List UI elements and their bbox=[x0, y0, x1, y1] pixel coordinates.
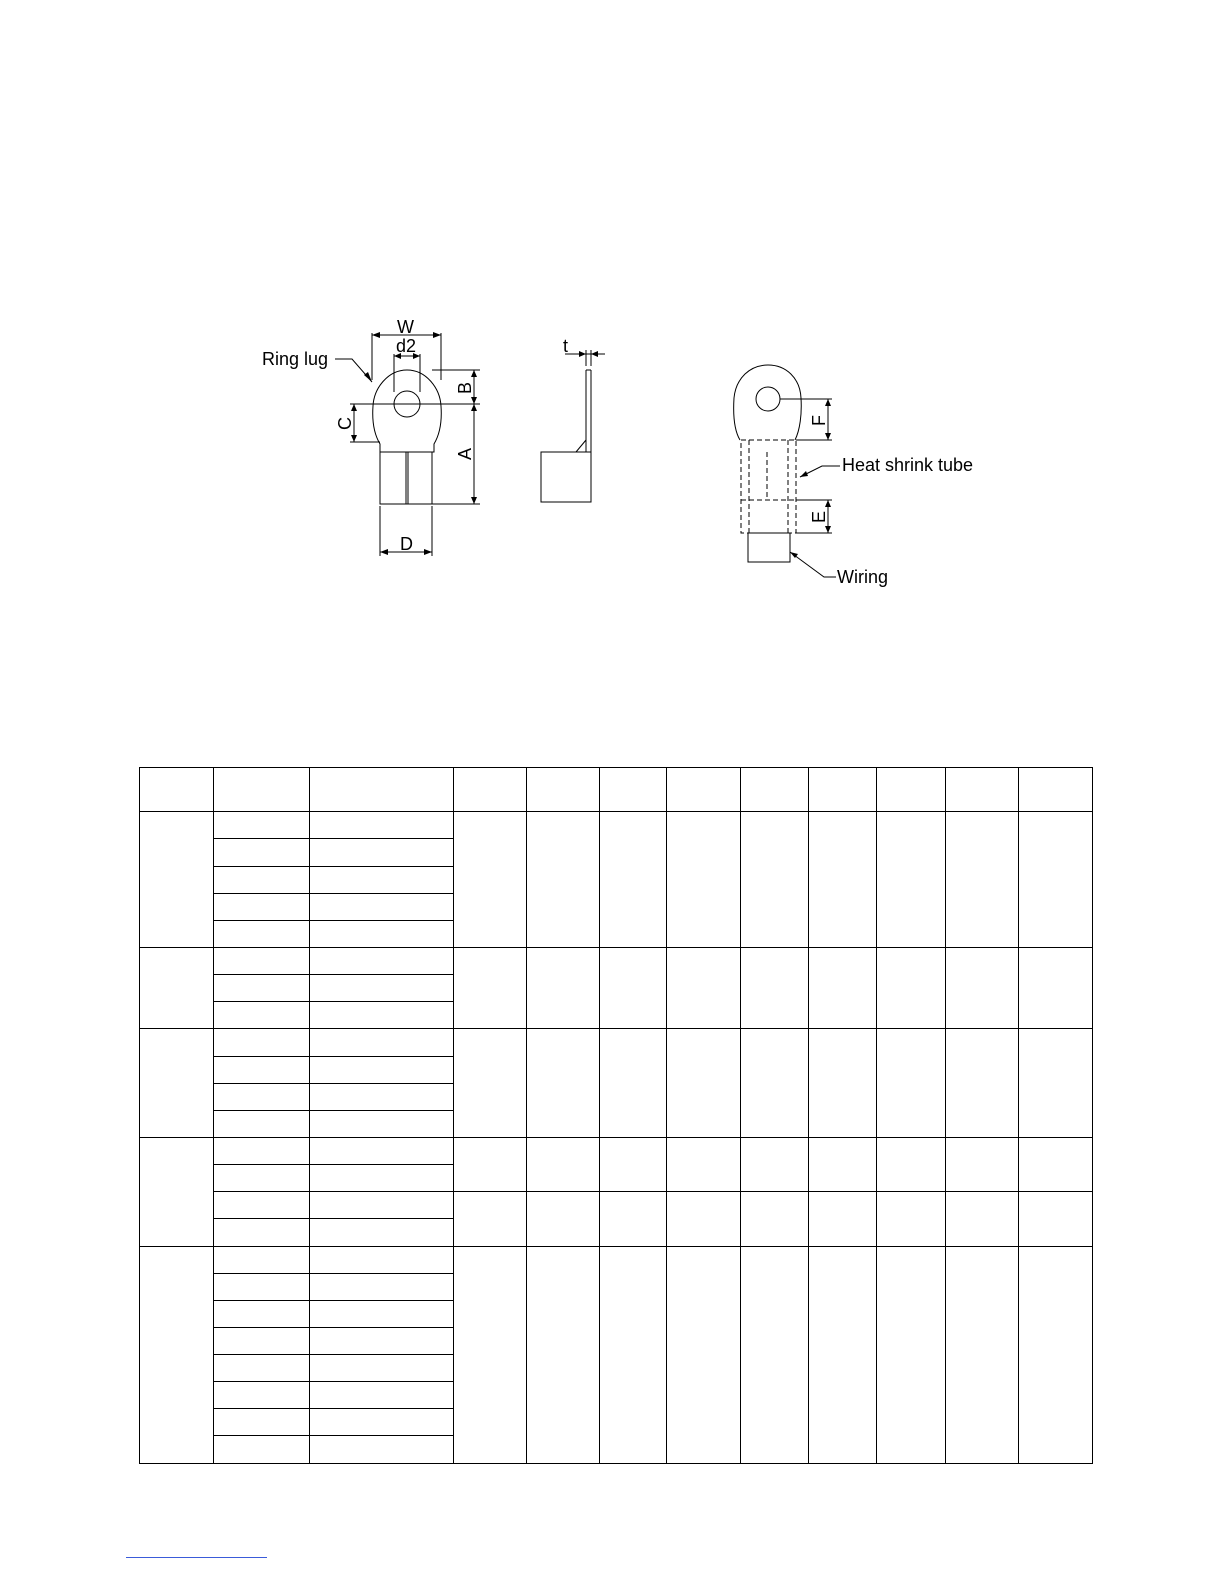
table-cell bbox=[214, 1192, 310, 1219]
table-merged-cell bbox=[809, 947, 877, 1028]
table-merged-cell bbox=[809, 1246, 877, 1464]
table-merged-cell bbox=[877, 812, 946, 948]
table-merged-cell bbox=[877, 947, 946, 1028]
table-group-cell bbox=[140, 1246, 214, 1464]
table-header-cell bbox=[454, 768, 527, 812]
label-t: t bbox=[563, 336, 569, 356]
label-b: B bbox=[455, 381, 475, 394]
table-merged-cell bbox=[741, 947, 809, 1028]
table-cell bbox=[310, 1083, 454, 1110]
table-cell bbox=[214, 1300, 310, 1327]
table-cell bbox=[214, 866, 310, 893]
table-header-cell bbox=[667, 768, 741, 812]
table-merged-cell bbox=[527, 1137, 600, 1191]
table-merged-cell bbox=[1019, 947, 1093, 1028]
table-cell bbox=[214, 1246, 310, 1273]
table-merged-cell bbox=[1019, 1137, 1093, 1191]
table-merged-cell bbox=[454, 1137, 527, 1191]
wiring-stub bbox=[748, 533, 790, 562]
table-merged-cell bbox=[600, 1137, 667, 1191]
table-merged-cell bbox=[600, 1029, 667, 1138]
table-cell bbox=[310, 1300, 454, 1327]
table-merged-cell bbox=[454, 1192, 527, 1246]
side-barrel bbox=[541, 452, 591, 502]
table-cell bbox=[214, 947, 310, 974]
table-merged-cell bbox=[946, 1029, 1019, 1138]
footer-link-underline bbox=[126, 1557, 267, 1558]
table-cell bbox=[310, 893, 454, 920]
front-view bbox=[335, 333, 480, 556]
table-row bbox=[140, 812, 1093, 839]
table-cell bbox=[214, 1382, 310, 1409]
table-merged-cell bbox=[600, 947, 667, 1028]
table-cell bbox=[214, 1409, 310, 1436]
table-cell bbox=[214, 1355, 310, 1382]
table-cell bbox=[310, 947, 454, 974]
label-heat-shrink-tube: Heat shrink tube bbox=[842, 455, 974, 475]
table-cell bbox=[310, 1219, 454, 1246]
table-header-cell bbox=[741, 768, 809, 812]
table-merged-cell bbox=[527, 1192, 600, 1246]
table-merged-cell bbox=[600, 1192, 667, 1246]
table-merged-cell bbox=[667, 812, 741, 948]
label-f: F bbox=[809, 415, 829, 426]
table-merged-cell bbox=[946, 1246, 1019, 1464]
table-merged-cell bbox=[1019, 1192, 1093, 1246]
heat-shrink-tube-body bbox=[741, 440, 796, 533]
table-merged-cell bbox=[946, 1137, 1019, 1191]
table-merged-cell bbox=[1019, 1246, 1093, 1464]
table-merged-cell bbox=[809, 1137, 877, 1191]
table-merged-cell bbox=[454, 947, 527, 1028]
table-group-cell bbox=[140, 1137, 214, 1246]
table-merged-cell bbox=[527, 1029, 600, 1138]
table-merged-cell bbox=[877, 1192, 946, 1246]
table-cell bbox=[310, 1382, 454, 1409]
table-cell bbox=[214, 839, 310, 866]
table-cell bbox=[310, 1110, 454, 1137]
label-d2: d2 bbox=[396, 336, 417, 356]
table-row bbox=[140, 1029, 1093, 1056]
table-header-row bbox=[140, 768, 1093, 812]
table-merged-cell bbox=[667, 1246, 741, 1464]
label-a: A bbox=[455, 447, 475, 460]
table-cell bbox=[310, 1246, 454, 1273]
table-cell bbox=[310, 1192, 454, 1219]
label-wiring: Wiring bbox=[837, 567, 889, 587]
table-cell bbox=[310, 1327, 454, 1354]
table-merged-cell bbox=[741, 1137, 809, 1191]
table-cell bbox=[310, 975, 454, 1002]
table-cell bbox=[214, 1436, 310, 1464]
table-merged-cell bbox=[741, 1192, 809, 1246]
table-cell bbox=[310, 1137, 454, 1164]
side-view bbox=[541, 350, 605, 502]
table-header-cell bbox=[214, 768, 310, 812]
table-cell bbox=[310, 1355, 454, 1382]
insulated-ring-outline bbox=[734, 365, 802, 440]
table-cell bbox=[310, 1056, 454, 1083]
table-merged-cell bbox=[877, 1029, 946, 1138]
table-row bbox=[140, 1137, 1093, 1164]
table-merged-cell bbox=[600, 812, 667, 948]
label-c: C bbox=[335, 417, 355, 430]
table-cell bbox=[214, 812, 310, 839]
insulated-view bbox=[734, 365, 840, 577]
spec-table-body bbox=[140, 768, 1093, 1464]
front-ring-outline bbox=[373, 370, 441, 452]
table-cell bbox=[310, 1029, 454, 1056]
table-merged-cell bbox=[454, 1246, 527, 1464]
table-cell bbox=[310, 866, 454, 893]
table-cell bbox=[214, 1165, 310, 1192]
table-cell bbox=[214, 1327, 310, 1354]
label-d: D bbox=[400, 534, 413, 554]
table-cell bbox=[214, 1110, 310, 1137]
table-row bbox=[140, 1192, 1093, 1219]
table-merged-cell bbox=[527, 1246, 600, 1464]
table-merged-cell bbox=[600, 1246, 667, 1464]
table-cell bbox=[214, 975, 310, 1002]
table-merged-cell bbox=[741, 1029, 809, 1138]
table-cell bbox=[310, 812, 454, 839]
table-merged-cell bbox=[527, 947, 600, 1028]
table-merged-cell bbox=[809, 1192, 877, 1246]
table-header-cell bbox=[310, 768, 454, 812]
table-merged-cell bbox=[667, 1029, 741, 1138]
table-merged-cell bbox=[946, 947, 1019, 1028]
table-cell bbox=[214, 1029, 310, 1056]
table-cell bbox=[214, 1002, 310, 1029]
table-cell bbox=[310, 1165, 454, 1192]
ring-terminal-drawing bbox=[0, 0, 1224, 760]
table-cell bbox=[310, 1436, 454, 1464]
table-group-cell bbox=[140, 812, 214, 948]
table-merged-cell bbox=[946, 1192, 1019, 1246]
table-merged-cell bbox=[1019, 812, 1093, 948]
table-cell bbox=[214, 1137, 310, 1164]
table-cell bbox=[214, 1083, 310, 1110]
table-cell bbox=[310, 1273, 454, 1300]
table-header-cell bbox=[809, 768, 877, 812]
table-cell bbox=[214, 920, 310, 947]
table-merged-cell bbox=[809, 1029, 877, 1138]
table-merged-cell bbox=[741, 812, 809, 948]
label-ring-lug: Ring lug bbox=[262, 349, 329, 369]
table-group-cell bbox=[140, 1029, 214, 1138]
table-header-cell bbox=[946, 768, 1019, 812]
table-merged-cell bbox=[454, 812, 527, 948]
insulated-hole bbox=[756, 387, 780, 411]
table-merged-cell bbox=[946, 812, 1019, 948]
table-row bbox=[140, 947, 1093, 974]
table-merged-cell bbox=[527, 812, 600, 948]
table-merged-cell bbox=[667, 1192, 741, 1246]
table-cell bbox=[214, 1219, 310, 1246]
table-merged-cell bbox=[877, 1137, 946, 1191]
table-header-cell bbox=[140, 768, 214, 812]
table-cell bbox=[310, 1002, 454, 1029]
table-header-cell bbox=[1019, 768, 1093, 812]
table-header-cell bbox=[877, 768, 946, 812]
table-header-cell bbox=[600, 768, 667, 812]
table-row bbox=[140, 1246, 1093, 1273]
spec-table bbox=[139, 767, 1093, 1464]
table-merged-cell bbox=[667, 1137, 741, 1191]
table-cell bbox=[310, 839, 454, 866]
table-group-cell bbox=[140, 947, 214, 1028]
table-cell bbox=[214, 1056, 310, 1083]
table-merged-cell bbox=[1019, 1029, 1093, 1138]
table-merged-cell bbox=[667, 947, 741, 1028]
table-merged-cell bbox=[877, 1246, 946, 1464]
table-cell bbox=[214, 893, 310, 920]
table-header-cell bbox=[527, 768, 600, 812]
table-merged-cell bbox=[809, 812, 877, 948]
table-cell bbox=[310, 1409, 454, 1436]
table-cell bbox=[310, 920, 454, 947]
label-w: W bbox=[397, 317, 414, 337]
label-e: E bbox=[809, 510, 829, 523]
table-merged-cell bbox=[741, 1246, 809, 1464]
table-merged-cell bbox=[454, 1029, 527, 1138]
table-cell bbox=[214, 1273, 310, 1300]
